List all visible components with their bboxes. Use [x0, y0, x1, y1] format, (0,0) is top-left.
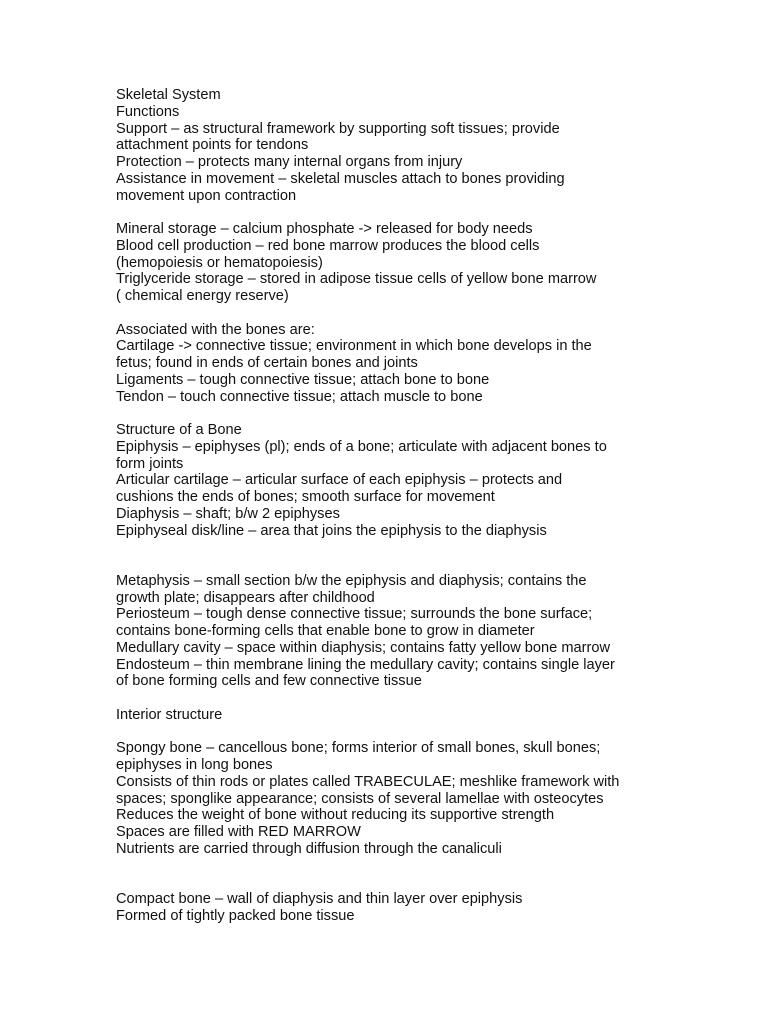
text-line: of bone forming cells and few connective tissue — [116, 673, 422, 690]
text-line: Cartilage -> connective tissue; environment in which bone develops in the — [116, 338, 592, 355]
text-line: Epiphyseal disk/line – area that joins the epiphysis to the diaphysis — [116, 522, 547, 539]
text-line: Mineral storage – calcium phosphate -> released for body needs — [116, 221, 533, 237]
blank-line — [116, 204, 656, 221]
text-line: Compact bone – wall of diaphysis and thin layer over epiphysis — [116, 891, 523, 907]
text-line: Periosteum – tough dense connective tissue; surrounds the bone surface; — [116, 606, 593, 623]
blank-line — [116, 539, 656, 556]
text-line: Assistance in movement – skeletal muscles attach to bones providing — [116, 170, 565, 187]
text-line: (hemopoiesis or hematopoiesis) — [116, 254, 323, 271]
text-line: Interior structure — [116, 706, 223, 723]
text-line: movement upon contraction — [116, 187, 297, 204]
text-line: Structure of a Bone — [116, 422, 242, 438]
blank-line — [116, 305, 656, 322]
document-body — [116, 87, 656, 925]
text-line: Epiphysis – epiphyses (pl); ends of a bone; articulate with adjacent bones to — [116, 438, 607, 455]
text-line: Associated with the bones are: — [116, 321, 315, 338]
blank-line — [116, 556, 656, 573]
blank-line — [116, 724, 656, 741]
text-line: Protection – protects many internal organs from injury — [116, 154, 463, 170]
text-line: Reduces the weight of bone without reducing its supportive strength — [116, 807, 555, 824]
text-line: attachment points for tendons — [116, 137, 309, 154]
blank-line — [116, 874, 656, 891]
text-line: growth plate; disappears after childhood — [116, 589, 375, 606]
blank-line — [116, 405, 656, 422]
text-line: Tendon – touch connective tissue; attach muscle to bone — [116, 388, 483, 405]
text-line: Consists of thin rods or plates called TRABECULAE; meshlike framework with — [116, 773, 620, 790]
text-line: Skeletal System — [116, 87, 221, 103]
text-line: cushions the ends of bones; smooth surface for movement — [116, 489, 495, 505]
blank-line — [116, 690, 656, 707]
text-line: Blood cell production – red bone marrow produces the blood cells — [116, 237, 540, 254]
text-line: Ligaments – tough connective tissue; attach bone to bone — [116, 371, 490, 388]
text-line: Functions — [116, 103, 180, 120]
text-line: Nutrients are carried through diffusion through the canaliculi — [116, 840, 502, 857]
text-line: ( chemical energy reserve) — [116, 288, 289, 304]
text-line: Spongy bone – cancellous bone; forms interior of small bones, skull bones; — [116, 740, 601, 757]
text-line: Articular cartilage – articular surface of each epiphysis – protects and — [116, 472, 563, 489]
text-line: Metaphysis – small section b/w the epiphysis and diaphysis; contains the — [116, 572, 587, 589]
text-line: Triglyceride storage – stored in adipose tissue cells of yellow bone marrow — [116, 271, 597, 288]
text-line: Diaphysis – shaft; b/w 2 epiphyses — [116, 505, 340, 522]
blank-line — [116, 858, 656, 875]
text-line: Endosteum – thin membrane lining the medullary cavity; contains single layer — [116, 656, 615, 673]
text-line: fetus; found in ends of certain bones and joints — [116, 355, 418, 371]
text-line: spaces; sponglike appearance; consists of several lamellae with osteocytes — [116, 790, 604, 807]
text-line: contains bone-forming cells that enable bone to grow in diameter — [116, 623, 535, 639]
text-line: Support – as structural framework by supporting soft tissues; provide — [116, 120, 560, 137]
text-line: form joints — [116, 455, 184, 472]
text-line: Spaces are filled with RED MARROW — [116, 824, 361, 840]
text-line: Medullary cavity – space within diaphysis; contains fatty yellow bone marrow — [116, 639, 610, 656]
text-line: epiphyses in long bones — [116, 757, 273, 773]
text-line: Formed of tightly packed bone tissue — [116, 907, 355, 924]
